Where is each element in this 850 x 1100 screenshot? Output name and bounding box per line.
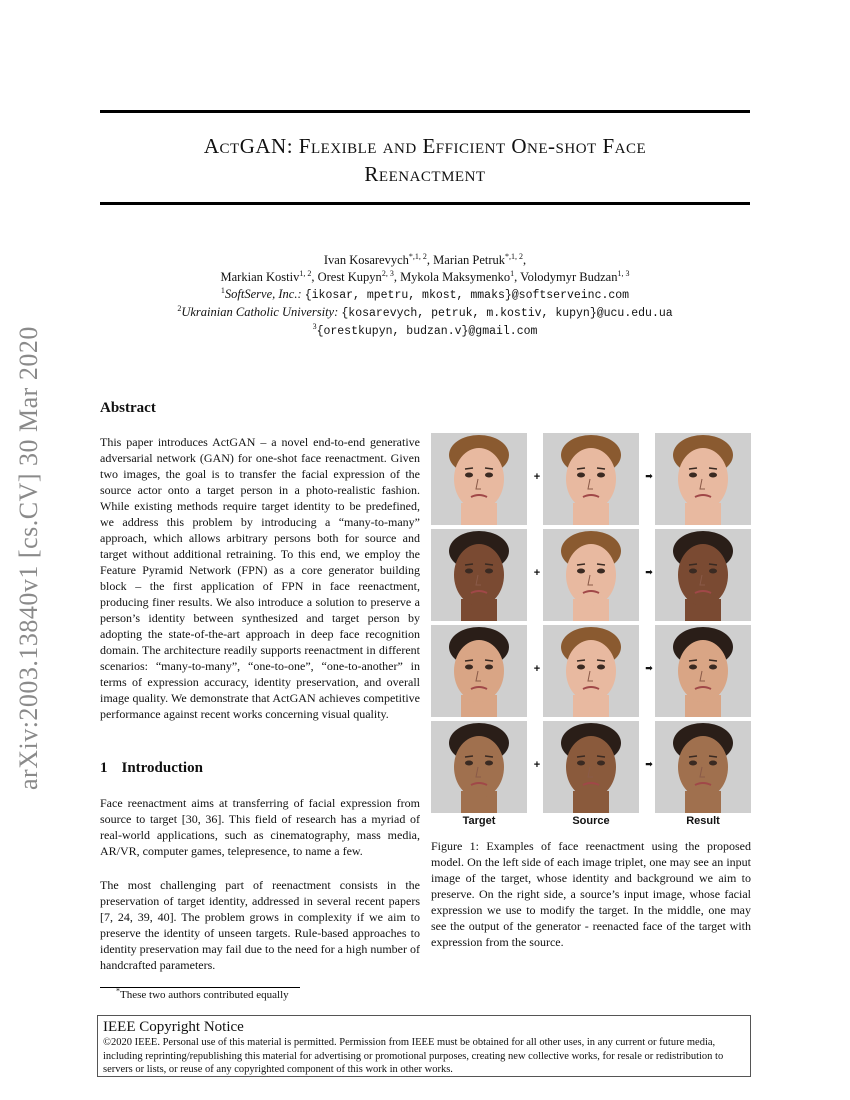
- figure-row-4: [431, 721, 751, 813]
- face-illustration: [431, 529, 527, 621]
- intro-paragraph-2: The most challenging part of reenactment consists in the preservation of target identity, addressed in several recent papers [7, 24, 39, 40]. The problem grows in complexity if we aim to preserve the identity of unseen targets. Rule-based approaches to identity preservation may fail due to the need for a high number of handcrafted parameters.: [100, 878, 420, 972]
- title-line-1: ActGAN: Flexible and Efficient One-shot Face: [203, 134, 647, 158]
- affiliation-1-org: SoftServe, Inc.:: [224, 287, 302, 301]
- face-illustration: [655, 433, 751, 525]
- figure-row-3: [431, 625, 751, 717]
- plus-icon: +: [533, 471, 541, 483]
- affiliation-2: $^2$Ukrainian Catholic University: {kosarevych, petruk, m.kostiv, kupyn}@ucu.edu.ua: [177, 303, 673, 320]
- figure-label-target: Target: [462, 815, 496, 827]
- arrow-right-icon: ➡: [645, 567, 653, 577]
- footnote: [116, 986, 289, 1001]
- face-photo-target-3: [431, 625, 527, 717]
- face-photo-target-1: [431, 433, 527, 525]
- introduction-heading: [100, 760, 203, 777]
- face-illustration: [543, 529, 639, 621]
- affiliation-1: $^1$SoftServe, Inc.: {ikosar, mpetru, mkost, mmaks}@softserveinc.com: [220, 285, 630, 302]
- plus-icon: +: [533, 759, 541, 771]
- copyright-body: ©2020 IEEE. Personal use of this material is permitted. Permission from IEEE must be obtained for all other uses, in any current or future media, including reprinting/republishing this material for advertising or promotional purposes, creating new collective works, for resale or redistribution to servers or lists, or reuse of any copyrighted component of this work in other works.: [103, 1037, 724, 1075]
- affiliation-2-email[interactable]: {kosarevych, petruk, m.kostiv, kupyn}@ucu.edu.ua: [341, 307, 673, 320]
- paper-title: [100, 132, 750, 188]
- affiliation-2-org: Ukrainian Catholic University:: [181, 305, 339, 319]
- face-illustration: [655, 721, 751, 813]
- affiliation-1-email[interactable]: {ikosar, mpetru, mkost, mmaks}@softserveinc.com: [304, 289, 630, 302]
- intro-paragraph-1: Face reenactment aims at transferring of facial expression from source to target [30, 36]. This field of research has a myriad of real-world applications, such as cinematography, mass media, AR/VR, computer games, telepresence, to name a few.: [100, 796, 420, 858]
- abstract-heading: Abstract: [100, 400, 156, 416]
- arxiv-stamp: arXiv:2003.13840v1 [cs.CV] 30 Mar 2020: [14, 326, 43, 790]
- face-photo-result-1: [655, 433, 751, 525]
- arrow-right-icon: ➡: [645, 663, 653, 673]
- face-photo-target-2: [431, 529, 527, 621]
- arrow-right-icon: ➡: [645, 759, 653, 769]
- face-illustration: [431, 721, 527, 813]
- author-line-1: Ivan Kosarevych$^{*,1, 2}$, Marian Petruk$^{*,1, 2}$,: [323, 251, 527, 267]
- figure-row-2: [431, 529, 751, 621]
- author-block: [100, 252, 750, 340]
- face-photo-source-1: [543, 433, 639, 525]
- face-photo-result-3: [655, 625, 751, 717]
- footnote-rule: [100, 987, 300, 988]
- face-illustration: [431, 433, 527, 525]
- face-illustration: [431, 625, 527, 717]
- plus-icon: +: [533, 567, 541, 579]
- footnote-text: These two authors contributed equally: [120, 989, 289, 1001]
- face-illustration: [655, 529, 751, 621]
- face-photo-target-4: [431, 721, 527, 813]
- face-photo-source-2: [543, 529, 639, 621]
- section-title: Introduction: [121, 760, 203, 776]
- affiliation-3: $^3${orestkupyn, budzan.v}@gmail.com: [312, 321, 538, 338]
- face-illustration: [543, 625, 639, 717]
- author-line-2: Markian Kostiv$^{1, 2}$, Orest Kupyn$^{2, 3}$, Mykola Maksymenko$^1$, Volodymyr Budzan$^{1, 3}$: [220, 268, 630, 284]
- plus-icon: +: [533, 663, 541, 675]
- arrow-right-icon: ➡: [645, 471, 653, 481]
- title-rule-top: [100, 110, 750, 113]
- figure-label-source: Source: [572, 815, 610, 827]
- abstract-body: This paper introduces ActGAN – a novel end-to-end generative adversarial network (GAN) for one-shot face reenactment. Given two images, the goal is to transfer the facial expression of the source actor onto a target person in a photo-realistic fashion. While existing methods require target identity to be predefined, we address this problem by introducing a “many-to-many” approach, which allows arbitrary persons both for source and target without additional retraining. To this end, we employ the Feature Pyramid Network (FPN) as a core generator building block – the first application of FPN in face reenactment, producing finer results. We also introduce a solution to preserve a person’s identity between synthesized and target person by adopting the state-of-the-art approach in deep face recognition domain. The architecture readily supports reenactment in different scenarios: “many-to-many”, “one-to-one”, “one-to-another” in terms of expression accuracy, identity preservation, and overall image quality. We demonstrate that ActGAN achieves competitive performance against recent works concerning visual quality.: [100, 435, 420, 721]
- face-illustration: [655, 625, 751, 717]
- face-photo-result-4: [655, 721, 751, 813]
- face-photo-source-4: [543, 721, 639, 813]
- face-photo-source-3: [543, 625, 639, 717]
- figure-label-result: Result: [686, 815, 720, 827]
- section-number: 1: [100, 760, 108, 776]
- face-illustration: [543, 433, 639, 525]
- copyright-notice-box: [97, 1015, 751, 1077]
- face-illustration: [543, 721, 639, 813]
- title-line-2: Reenactment: [364, 162, 486, 186]
- copyright-title: IEEE Copyright Notice: [103, 1019, 244, 1035]
- title-rule-bottom: [100, 202, 750, 205]
- figure-caption: Figure 1: Examples of face reenactment using the proposed model. On the left side of each image triplet, one may see an input image of the target, whose identity and background we aim to preserve. On the right side, a source’s input image, whose facial expression we use to modify the target. In the middle, one may see the output of the generator - reenacted face of the target with expression from the source.: [431, 839, 751, 949]
- footnote-mark: *: [116, 986, 120, 996]
- affiliation-3-email[interactable]: {orestkupyn, budzan.v}@gmail.com: [316, 325, 538, 338]
- face-photo-result-2: [655, 529, 751, 621]
- figure-row-1: [431, 433, 751, 525]
